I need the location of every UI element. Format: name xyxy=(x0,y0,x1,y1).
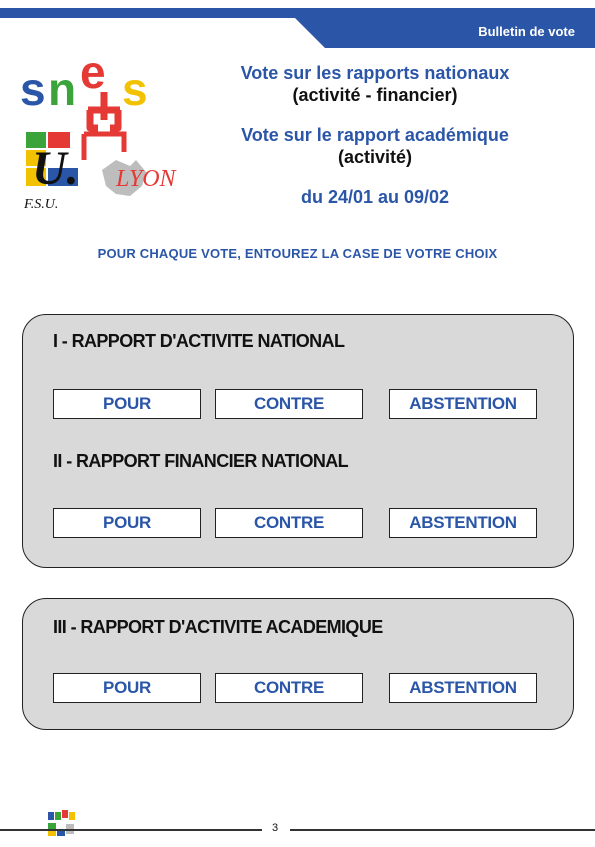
page-number: 3 xyxy=(272,822,279,834)
logo-graphic xyxy=(18,60,183,220)
tab-label: Bulletin de vote xyxy=(478,24,575,39)
vote-option-pour[interactable]: POUR xyxy=(53,508,201,538)
vote-option-abstention[interactable]: ABSTENTION xyxy=(389,389,537,419)
title-line-4: (activité) xyxy=(337,147,413,167)
title-line-1: Vote sur les rapports nationaux xyxy=(240,63,510,83)
instruction-text: POUR CHAQUE VOTE, ENTOUREZ LA CASE DE VOTRE CHOIX xyxy=(97,246,498,261)
svg-text:n: n xyxy=(48,63,77,115)
bulletin-tab xyxy=(295,18,595,48)
national-vote-panel xyxy=(22,314,574,568)
academic-vote-panel xyxy=(22,598,574,730)
section-title: II - RAPPORT FINANCIER NATIONAL xyxy=(53,451,349,471)
footer-rule-right xyxy=(290,829,595,831)
title-block xyxy=(190,62,560,208)
vote-dates: du 24/01 au 09/02 xyxy=(300,187,450,207)
svg-text:e: e xyxy=(80,60,106,98)
svg-text:s: s xyxy=(122,63,148,115)
footer-logo xyxy=(44,810,76,840)
logo-federation: F.S.U. xyxy=(24,197,59,212)
vote-option-abstention[interactable]: ABSTENTION xyxy=(389,673,537,703)
snes-fsu-lyon-logo xyxy=(18,60,183,220)
logo-union: U. xyxy=(32,142,79,195)
vote-option-contre[interactable]: CONTRE xyxy=(215,673,363,703)
title-line-3: Vote sur le rapport académique xyxy=(241,125,509,145)
footer-rule-left xyxy=(0,829,262,831)
section-title: I - RAPPORT D'ACTIVITE NATIONAL xyxy=(53,331,345,351)
vote-option-pour[interactable]: POUR xyxy=(53,389,201,419)
vote-option-pour[interactable]: POUR xyxy=(53,673,201,703)
header-bar xyxy=(0,8,595,18)
vote-option-abstention[interactable]: ABSTENTION xyxy=(389,508,537,538)
svg-text:s: s xyxy=(20,63,46,115)
logo-city: LYON xyxy=(116,166,176,192)
section-title: III - RAPPORT D'ACTIVITE ACADEMIQUE xyxy=(53,617,383,637)
title-line-2: (activité - financier) xyxy=(292,85,458,105)
vote-option-contre[interactable]: CONTRE xyxy=(215,389,363,419)
vote-option-contre[interactable]: CONTRE xyxy=(215,508,363,538)
